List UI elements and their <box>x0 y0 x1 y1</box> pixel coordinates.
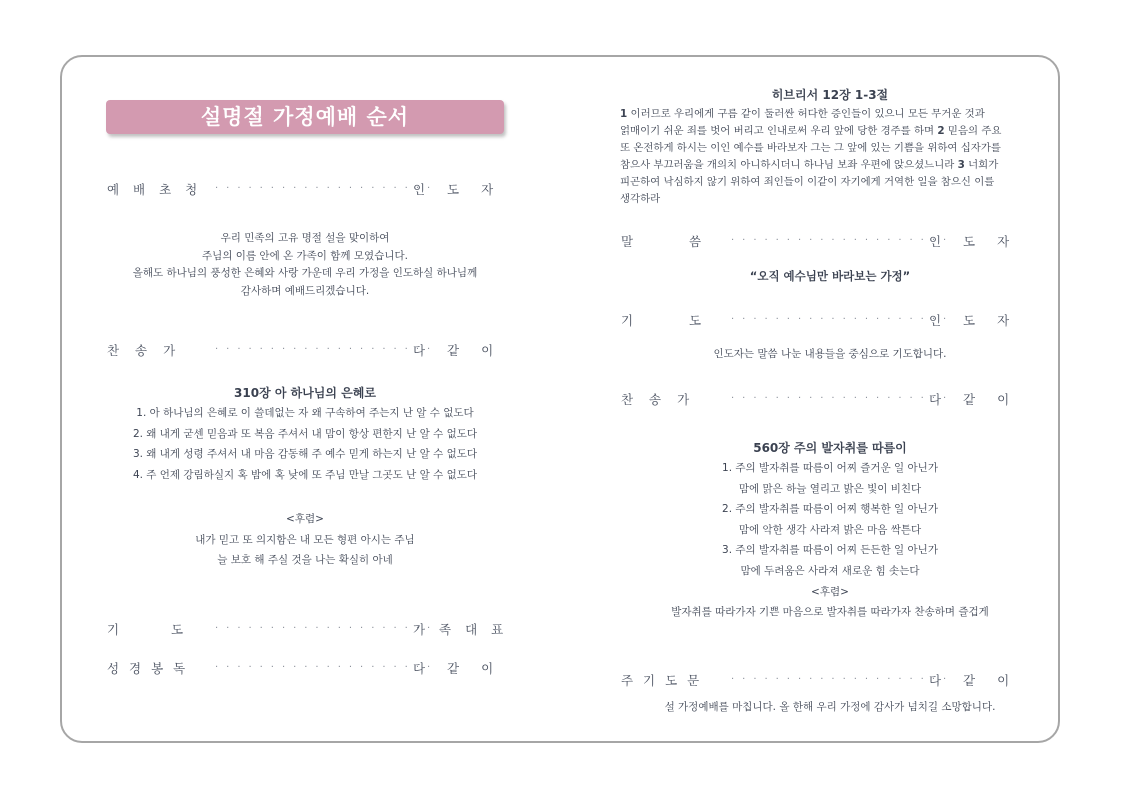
verse-text: 너희가 <box>964 159 999 171</box>
order-row-scripture <box>107 659 507 679</box>
chorus-label: <후렴> <box>811 585 849 598</box>
hymn-line: 3. 주의 발자취를 따름이 어찌 든든한 일 아닌가 <box>722 544 938 557</box>
order-row-hymn <box>107 341 507 361</box>
hymn-line: 맘에 맑은 하늘 열리고 밝은 빛이 비친다 <box>738 482 922 495</box>
invitation-line: 주님의 이름 안에 온 가족이 함께 모였습니다. <box>202 249 408 262</box>
verse-text: 생각하라 <box>620 193 661 205</box>
leader-dots: · · · · · · · · · · · · · · · · · · · · <box>731 674 949 685</box>
prayer-note: 인도자는 말씀 나눈 내용들을 중심으로 기도합니다. <box>713 348 947 360</box>
hymn-title: 310장 아 하나님의 은혜로 <box>234 386 376 400</box>
page-title: 설명절 가정예배 순서 <box>106 100 504 134</box>
order-label: 말 씀 <box>621 234 702 249</box>
invitation-line: 감사하며 예배드리겠습니다. <box>240 284 370 297</box>
leader-dots: · · · · · · · · · · · · · · · · · · · · <box>215 344 433 355</box>
verse-number: 3 <box>957 159 965 171</box>
verse-text: 얽매이기 쉬운 죄를 벗어 버리고 인내로써 우리 앞에 당한 경주를 하며 <box>620 125 938 137</box>
verse-text: 피곤하여 낙심하지 않기 위하여 죄인들이 이같이 자기에게 거역한 일을 참으신 이를 <box>620 176 995 188</box>
hymn-line: 1. 주의 발자취를 따름이 어찌 즐거운 일 아닌가 <box>722 462 938 474</box>
order-leader: 다 같 이 <box>413 661 494 676</box>
hymn-verse: 3. 왜 내게 성령 주셔서 내 마음 감동해 주 예수 믿게 하는지 난 알 수 없도다 <box>132 448 478 460</box>
order-row-sermon <box>621 232 1021 252</box>
chorus-line: 내가 믿고 또 의지함은 내 모든 형편 아시는 주님 <box>195 533 415 546</box>
order-label: 찬 송 가 <box>621 392 690 407</box>
leader-dots: · · · · · · · · · · · · · · · · · · · · <box>215 662 433 673</box>
order-label: 주 기 도 문 <box>621 673 703 688</box>
leader-dots: · · · · · · · · · · · · · · · · · · · · <box>731 314 949 325</box>
leader-dots: · · · · · · · · · · · · · · · · · · · · <box>731 235 949 246</box>
chorus-label: <후렴> <box>286 513 324 525</box>
verse-number: 2 <box>937 125 945 137</box>
order-row-invitation <box>107 180 507 200</box>
order-row-hymn <box>621 390 1021 410</box>
hymn-verse: 4. 주 언제 강림하실지 혹 밤에 혹 낮에 또 주님 만날 그곳도 난 알 수 없도다 <box>132 468 478 481</box>
leader-dots: · · · · · · · · · · · · · · · · · · · · <box>215 183 433 194</box>
order-leader: 다 같 이 <box>929 673 1010 688</box>
order-label: 찬 송 가 <box>107 343 176 358</box>
hymn-line: 맘에 악한 생각 사라져 밝은 마음 싹튼다 <box>738 523 922 536</box>
verse-text: 참으사 부끄러움을 개의치 아니하시더니 하나님 보좌 우편에 앉으셨느니라 <box>620 159 958 171</box>
bible-passage <box>620 86 1040 208</box>
invitation-line: 우리 민족의 고유 명절 설을 맞이하여 <box>220 232 390 244</box>
hymn-verse: 1. 아 하나님의 은혜로 이 쓸데없는 자 왜 구속하여 주는지 난 알 수 없도다 <box>136 407 474 419</box>
order-row-prayer <box>107 620 507 640</box>
order-leader: 가 족 대 표 <box>413 622 504 637</box>
verse-number: 1 <box>620 108 628 120</box>
invitation-text <box>105 230 505 300</box>
invitation-line: 올해도 하나님의 풍성한 은혜와 사랑 가운데 우리 가정을 인도하실 하나님께 <box>132 267 478 279</box>
order-leader: 인 도 자 <box>929 313 1010 328</box>
verse-text: 믿음의 주요 <box>944 125 1002 137</box>
order-label: 기 도 <box>621 313 702 328</box>
order-label: 기 도 <box>107 622 184 637</box>
order-label: 예 배 초 청 <box>107 182 203 197</box>
leader-dots: · · · · · · · · · · · · · · · · · · · · <box>731 393 949 404</box>
hymn-title: 560장 주의 발자취를 따름이 <box>753 441 907 455</box>
order-leader: 인 도 자 <box>413 182 494 197</box>
order-row-prayer <box>621 311 1021 331</box>
chorus-line: 발자취를 따라가자 기쁜 마음으로 발자취를 따라가자 찬송하며 즐겁게 <box>671 606 989 619</box>
order-leader: 다 같 이 <box>929 392 1010 407</box>
hymn-line: 맘에 두려움은 사라져 새로운 힘 솟는다 <box>740 564 920 577</box>
order-leader: 인 도 자 <box>929 234 1010 249</box>
hymn-310 <box>105 384 505 571</box>
verse-text: 이러므로 우리에게 구름 같이 둘러싼 허다한 증인들이 있으니 모든 무거운 것과 <box>627 108 985 120</box>
closing-text: 설 가정예배를 마칩니다. 올 한해 우리 가정에 감사가 넘치길 소망합니다. <box>664 701 996 713</box>
sermon-title: “오직 예수님만 바라보는 가정” <box>749 269 911 283</box>
hymn-line: 2. 주의 발자취를 따름이 어찌 행복한 일 아닌가 <box>722 503 938 516</box>
chorus-line: 늘 보호 해 주실 것을 나는 확실히 아네 <box>217 554 393 566</box>
order-leader: 다 같 이 <box>413 343 494 358</box>
hymn-verse: 2. 왜 내게 굳센 믿음과 또 복음 주셔서 내 맘이 항상 편한지 난 알 수 없도다 <box>132 427 478 440</box>
leader-dots: · · · · · · · · · · · · · · · · · · · · <box>215 623 433 634</box>
hymn-560 <box>620 439 1040 623</box>
bible-reference: 히브리서 12장 1-3절 <box>771 88 889 102</box>
order-label: 성 경 봉 독 <box>107 661 189 676</box>
order-row-lords-prayer <box>621 671 1021 691</box>
verse-text: 또 온전하게 하시는 이인 예수를 바라보자 그는 그 앞에 있는 기쁨을 위하여 십자가를 <box>620 142 1001 154</box>
